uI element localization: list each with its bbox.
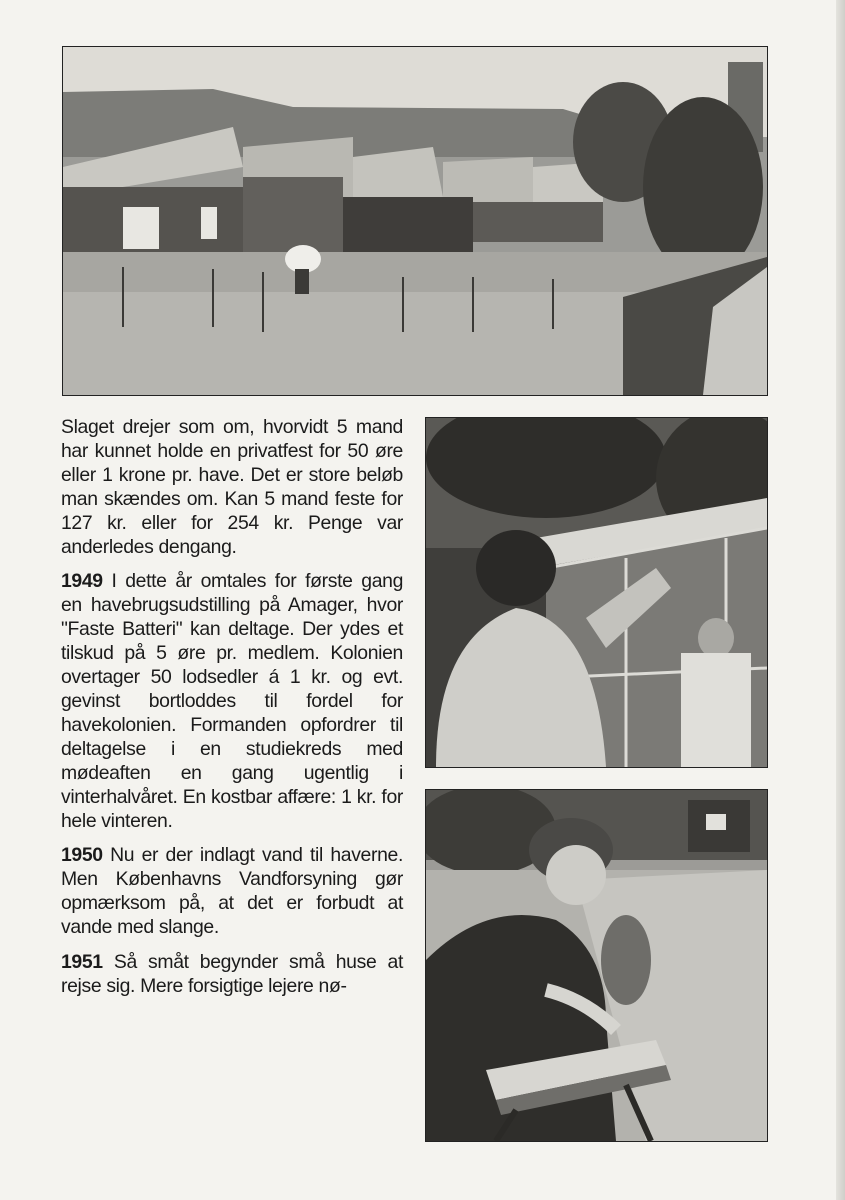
paragraph-1949 [61,570,403,833]
greenhouse-photo [425,417,768,768]
paragraph-intro [61,416,403,559]
paragraph-1950 [61,844,403,940]
year-label: 1950 [61,844,103,867]
article-text [61,416,403,1010]
page-edge [836,0,845,1200]
year-label: 1949 [61,570,103,593]
paragraph-1951 [61,951,403,999]
paragraph-text: Nu er der indlagt vand til haverne. Men Københavns Vandforsyning gør opmærksom på, at det er forbudt at vande med slange. [61,844,403,939]
paragraph-text: I dette år omtales for første gang en havebrugsudstilling på Amager, hvor "Faste Batteri" kan deltage. Der ydes et tilskud på 5 øre pr. medlem. Kolonien overtager 50 lodsedler á 1 kr. og evt. gevinst bortloddes til fordel for havekolonien. Formanden opfordrer til deltagelse i en studiekreds med mødeaften en gang ugentlig i vinterhalvåret. En kostbar affære: 1 kr. for hele vinteren. [61,570,403,832]
paragraph-text: Slaget drejer som om, hvorvidt 5 mand har kunnet holde en privatfest for 50 øre eller 1 krone pr. have. Det er store beløb man skændes om. Kan 5 mand feste for 127 kr. eller for 254 kr. Penge var anderledes dengang. [61,416,403,558]
man-sawing-photo [425,789,768,1142]
allotment-gardens-photo [62,46,768,396]
year-label: 1951 [61,951,103,974]
paragraph-text: Så småt begynder små huse at rejse sig. Mere forsigtige lejere nø- [61,951,403,997]
